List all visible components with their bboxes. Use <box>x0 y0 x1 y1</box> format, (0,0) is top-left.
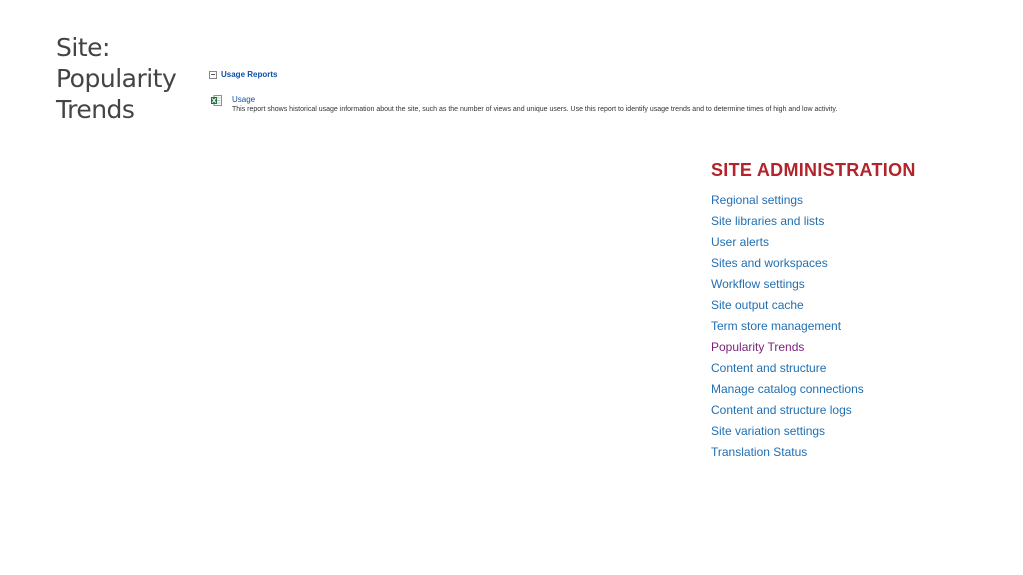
site-administration-list <box>711 190 916 463</box>
site-administration-section <box>711 160 916 463</box>
usage-reports-header[interactable] <box>209 70 277 79</box>
page-title-line-1: Site: <box>56 33 110 62</box>
admin-link-content-and-structure[interactable]: Content and structure <box>711 361 827 375</box>
admin-link-site-libraries-and-lists[interactable]: Site libraries and lists <box>711 214 825 228</box>
page-title-line-3: Trends <box>56 95 135 124</box>
admin-link-manage-catalog-connections[interactable]: Manage catalog connections <box>711 382 864 396</box>
admin-link-translation-status[interactable]: Translation Status <box>711 445 808 459</box>
admin-link-regional-settings[interactable]: Regional settings <box>711 193 804 207</box>
admin-link-site-output-cache[interactable]: Site output cache <box>711 298 804 312</box>
admin-link-workflow-settings[interactable]: Workflow settings <box>711 277 805 291</box>
usage-report-description: This report shows historical usage information about the site, such as the number of views and unique users. Use this report to identify usage trends and to determine times of high and low activity. <box>232 106 838 113</box>
usage-reports-label[interactable]: Usage Reports <box>221 70 278 79</box>
admin-link-site-variation-settings[interactable]: Site variation settings <box>711 424 826 438</box>
page-title <box>56 32 196 125</box>
site-administration-title: SITE ADMINISTRATION <box>711 160 916 180</box>
admin-link-term-store-management[interactable]: Term store management <box>711 319 842 333</box>
admin-link-popularity-trends[interactable]: Popularity Trends <box>711 340 805 354</box>
admin-link-sites-and-workspaces[interactable]: Sites and workspaces <box>711 256 828 270</box>
usage-report-link[interactable]: Usage <box>232 95 256 104</box>
usage-reports-section <box>209 70 838 113</box>
admin-link-user-alerts[interactable]: User alerts <box>711 235 770 249</box>
collapse-icon[interactable] <box>209 71 217 79</box>
excel-icon <box>211 95 222 106</box>
admin-link-content-and-structure-logs[interactable]: Content and structure logs <box>711 403 852 417</box>
page-title-line-2: Popularity <box>56 64 177 93</box>
